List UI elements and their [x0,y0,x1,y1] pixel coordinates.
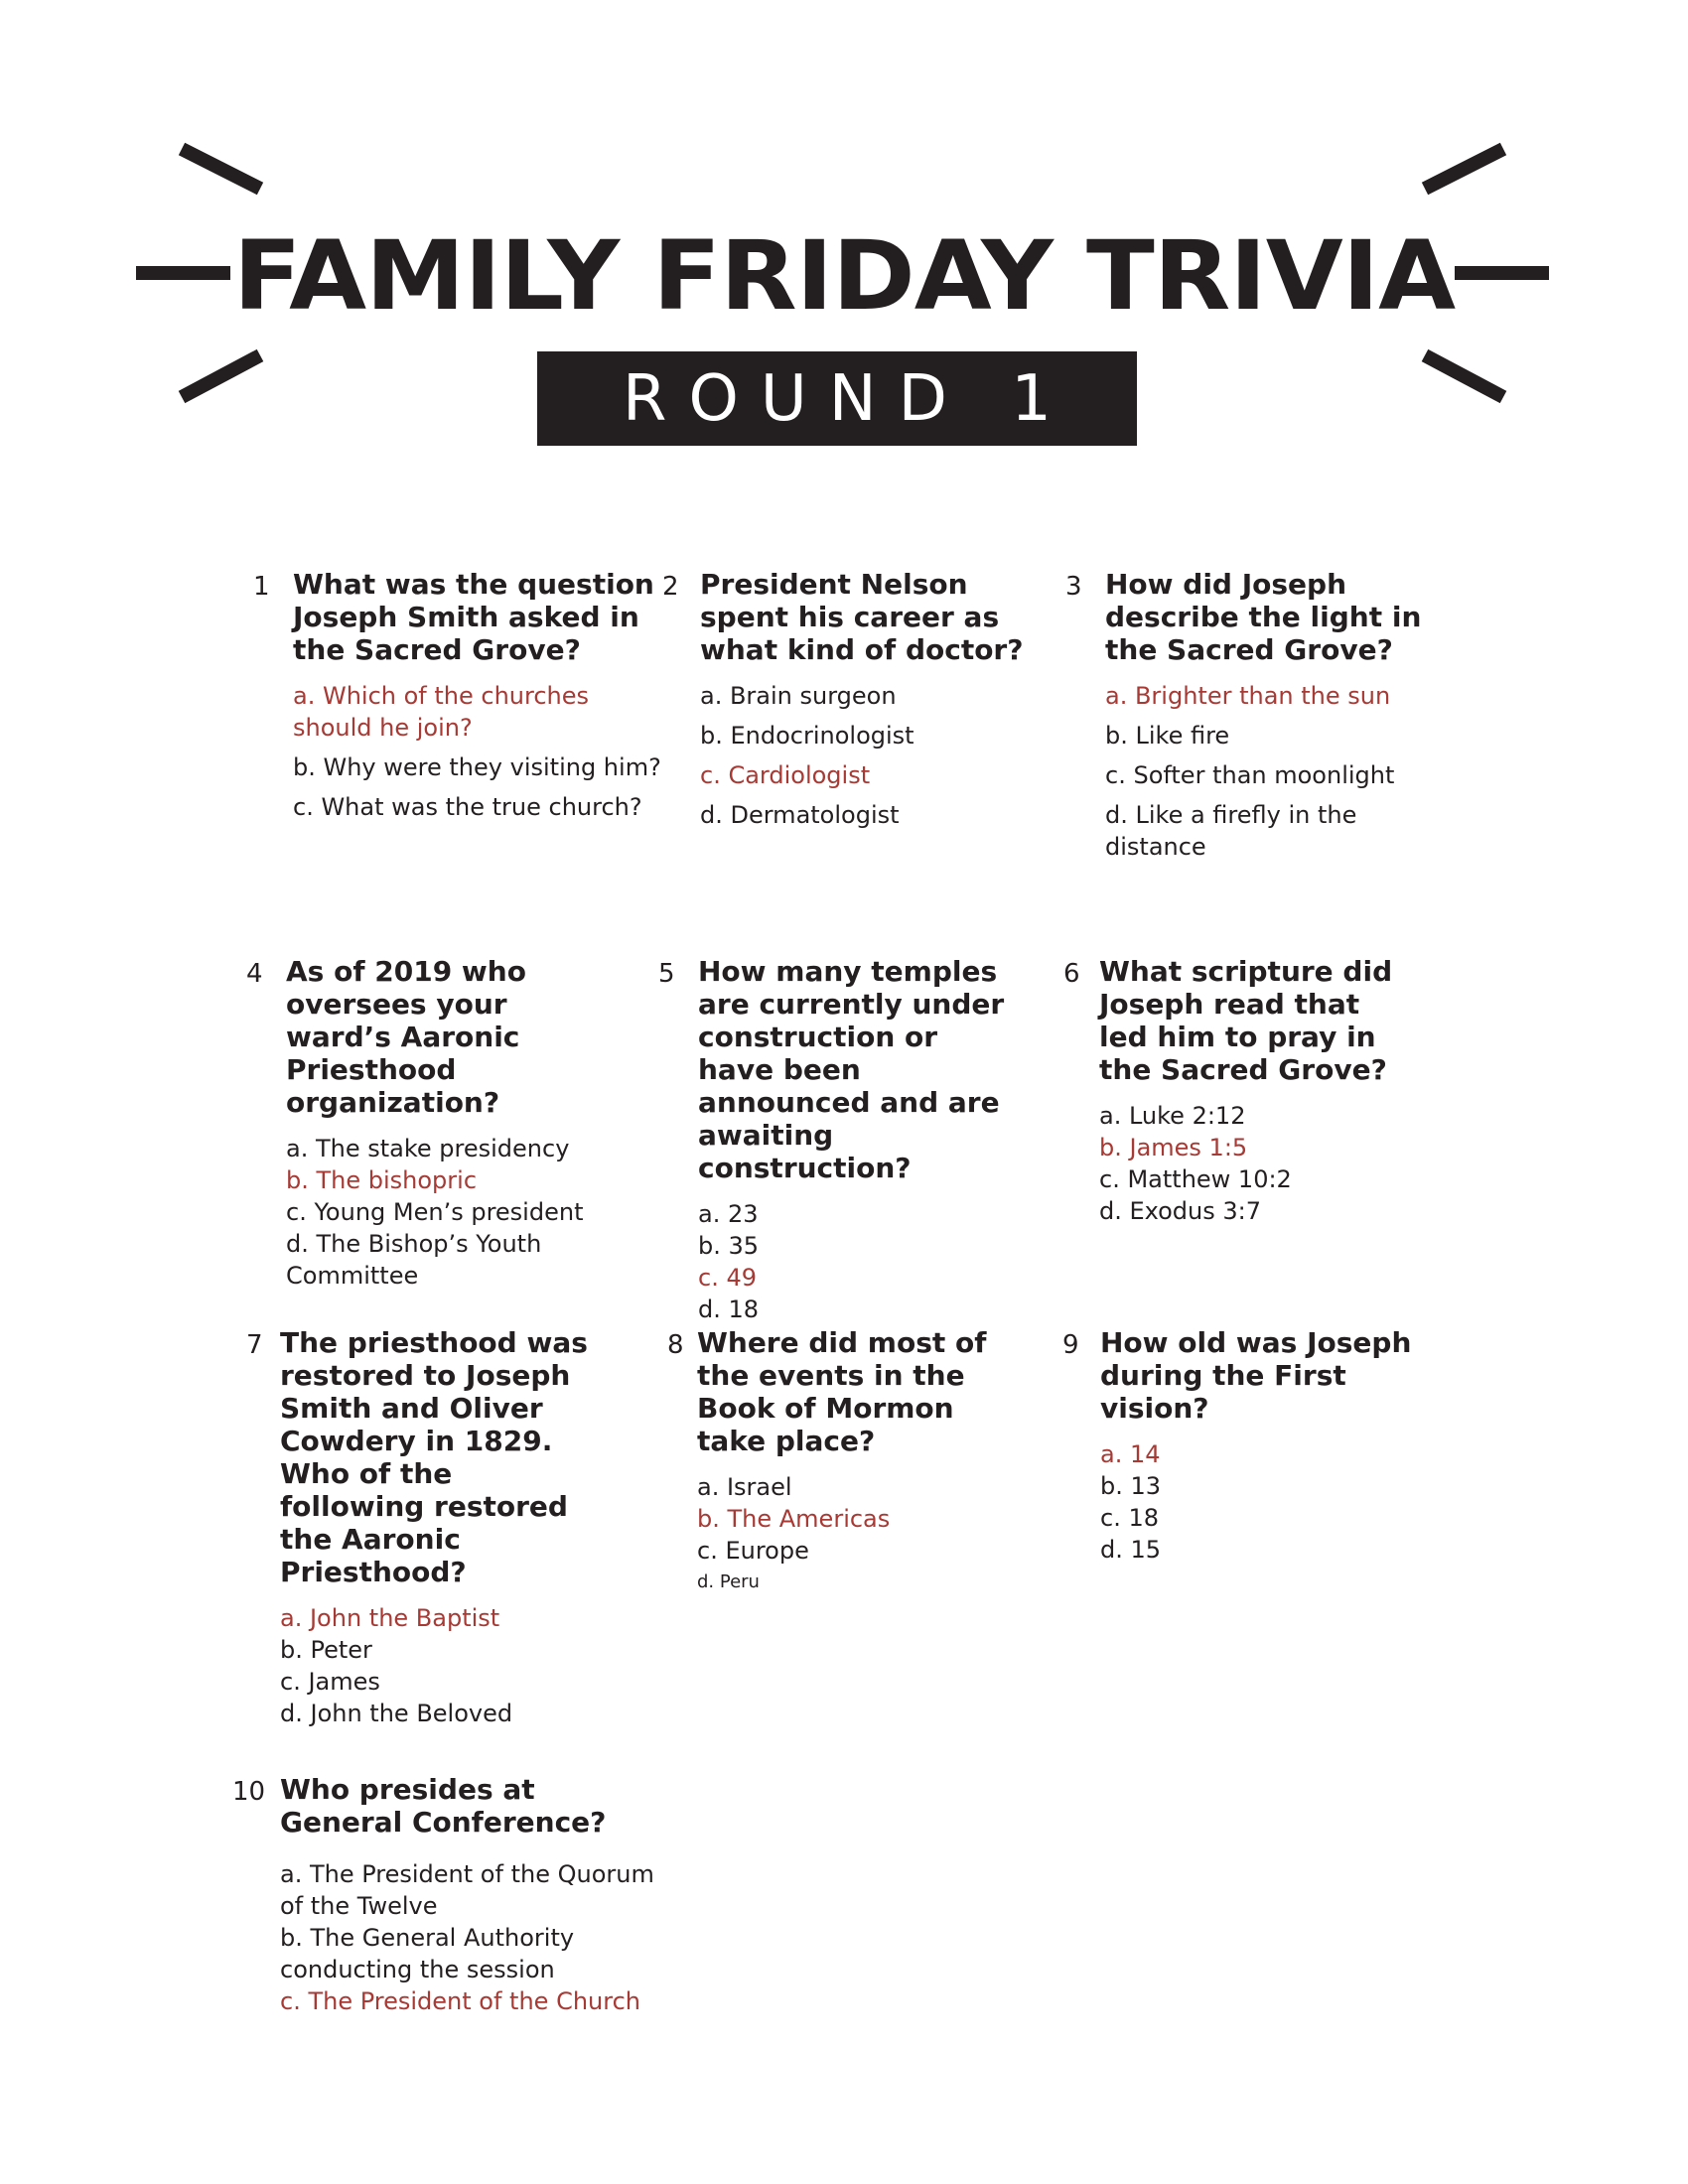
question-number: 6 [1063,959,1080,989]
answer-option: d. Exodus 3:7 [1099,1197,1262,1225]
answer-option: c. James [280,1668,380,1696]
question-8 [667,1326,1025,1598]
answer-option: d. 18 [698,1296,760,1323]
answer-option: d. Like a firefly in the distance [1105,801,1357,861]
answer-option: c. What was the true church? [293,793,642,821]
answer-option: b. Like fire [1105,722,1230,750]
answer-option: c. Softer than moonlight [1105,761,1395,789]
answer-option: c. The President of the Church [280,1987,640,2015]
answer-option: b. 13 [1100,1472,1162,1500]
answer-option: c. 49 [698,1264,757,1292]
question-text: How old was Joseph during the First vision? [1100,1326,1412,1425]
answer-option: a. Which of the churches should he join? [293,682,590,742]
answer-option: b. 35 [698,1232,760,1260]
ray-left-top [182,149,260,189]
question-number: 7 [246,1330,263,1360]
answer-option: a. John the Baptist [280,1604,500,1632]
answer-option: b. The bishopric [286,1166,478,1194]
answer-option: d. Dermatologist [700,801,900,829]
answer-option: a. Luke 2:12 [1099,1102,1246,1130]
answer-option: a. Brain surgeon [700,682,897,710]
answer-option: a. The President of the Quorum of the Twelve [280,1860,654,1920]
answer-option: a. Israel [697,1473,792,1501]
question-text: President Nelson spent his career as what kind of doctor? [700,568,1024,666]
question-number: 2 [662,572,679,602]
question-9 [1062,1326,1438,1566]
answer-option: b. The Americas [697,1505,891,1533]
question-text: As of 2019 who oversees your ward’s Aaronic Priesthood organization? [286,955,526,1119]
question-1 [253,568,675,831]
question-10 [232,1773,657,2017]
ray-right-top [1425,149,1503,189]
answer-option: c. Matthew 10:2 [1099,1165,1292,1193]
question-number: 10 [232,1777,266,1807]
question-number: 1 [253,572,270,602]
question-text: How many temples are currently under construction or have been announced and are awaiting construction? [698,955,1005,1184]
question-text: Where did most of the events in the Book of Mormon take place? [697,1326,987,1457]
answer-option: c. 18 [1100,1504,1159,1532]
question-number: 8 [667,1330,684,1360]
answer-option: c. Cardiologist [700,761,871,789]
answer-option: a. 23 [698,1200,759,1228]
answer-option: d. The Bishop’s Youth Committee [286,1230,542,1290]
question-3 [1065,568,1423,871]
answer-option: b. Endocrinologist [700,722,914,750]
question-2 [662,568,1028,839]
answer-option: a. Brighter than the sun [1105,682,1391,710]
answer-option: d. 15 [1100,1536,1162,1564]
question-text: Who presides at General Conference? [280,1773,607,1839]
answer-option: b. Why were they visiting him? [293,753,661,781]
answer-option: a. 14 [1100,1440,1161,1468]
question-7 [246,1326,598,1729]
page-title: FAMILY FRIDAY TRIVIA [232,220,1456,332]
question-number: 3 [1065,572,1082,602]
question-number: 4 [246,959,263,989]
answer-option: b. Peter [280,1636,372,1664]
question-text: What was the question Joseph Smith asked in the Sacred Grove? [293,568,654,666]
answer-option: d. John the Beloved [280,1700,513,1727]
question-number: 9 [1062,1330,1079,1360]
question-4 [246,955,604,1292]
question-5 [658,955,1016,1325]
answer-option: c. Europe [697,1537,809,1565]
answer-option: d. Peru [697,1571,760,1592]
question-text: The priesthood was restored to Joseph Smith and Oliver Cowdery in 1829. Who of the following restored the Aaronic Priesthood? [280,1326,588,1588]
answer-option: b. James 1:5 [1099,1134,1248,1161]
question-number: 5 [658,959,675,989]
answer-option: c. Young Men’s president [286,1198,584,1226]
round-label: ROUND 1 [623,361,1073,436]
question-text: What scripture did Joseph read that led him to pray in the Sacred Grove? [1099,955,1393,1086]
question-6 [1063,955,1417,1227]
answer-option: b. The General Authority conducting the session [280,1924,575,1983]
question-text: How did Joseph describe the light in the Sacred Grove? [1105,568,1422,666]
round-banner [537,351,1137,446]
ray-right-bottom [1425,355,1503,397]
ray-left-bottom [182,355,260,397]
answer-option: a. The stake presidency [286,1135,570,1162]
